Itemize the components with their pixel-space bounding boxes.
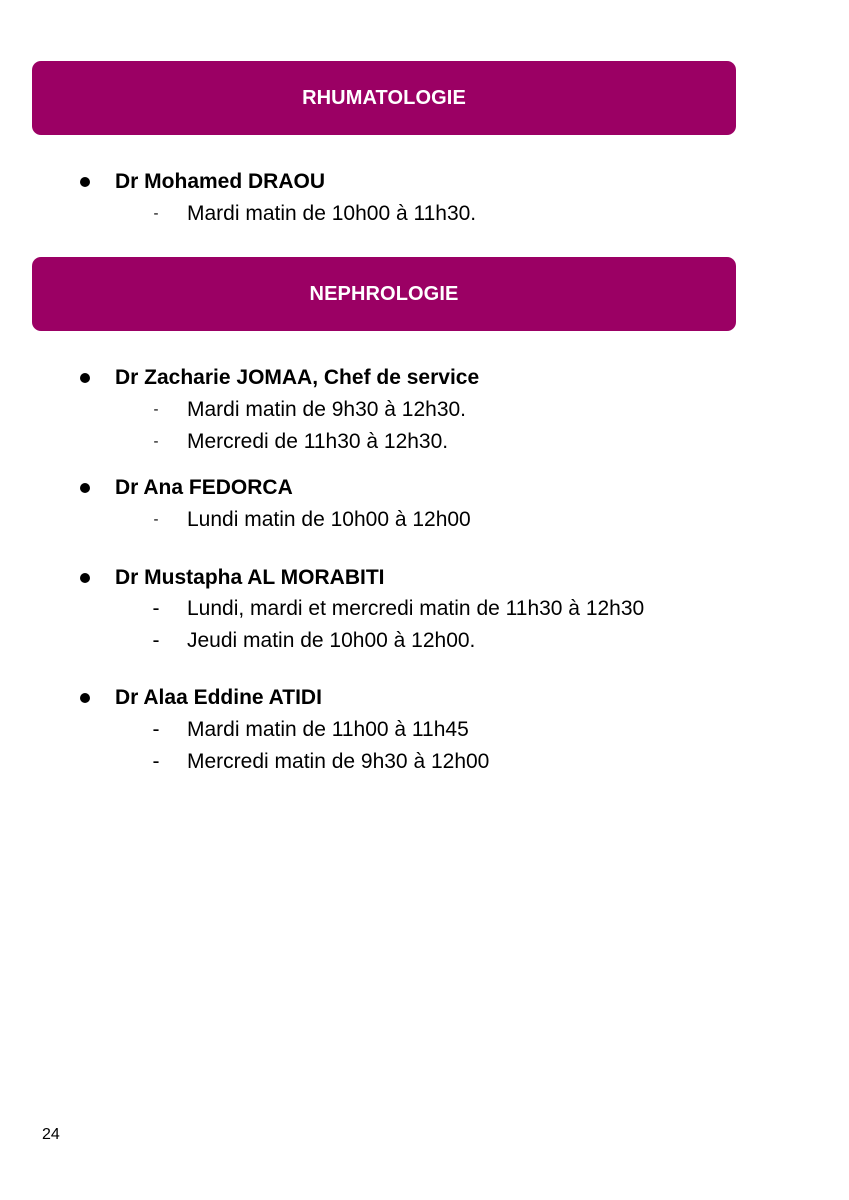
dash-icon: - bbox=[153, 205, 159, 222]
bullet-icon bbox=[80, 177, 90, 187]
dash-icon: - bbox=[152, 597, 160, 620]
schedule-text: Mardi matin de 9h30 à 12h30. bbox=[187, 398, 467, 421]
bullet-icon bbox=[80, 483, 90, 493]
schedule-text: Mercredi matin de 9h30 à 12h00 bbox=[187, 750, 490, 773]
dash-icon: - bbox=[153, 433, 159, 450]
section-header-nephrologie: NEPHROLOGIE bbox=[32, 257, 736, 331]
doctor-name: Dr Mustapha AL MORABITI bbox=[115, 566, 385, 589]
dash-icon: - bbox=[152, 629, 160, 652]
dash-icon: - bbox=[153, 511, 159, 528]
schedule-text: Mardi matin de 11h00 à 11h45 bbox=[187, 718, 469, 741]
schedule-text: Jeudi matin de 10h00 à 12h00. bbox=[187, 629, 476, 652]
dash-icon: - bbox=[152, 718, 160, 741]
schedule-text: Mardi matin de 10h00 à 11h30. bbox=[187, 202, 477, 225]
section-header-rhumatologie: RHUMATOLOGIE bbox=[32, 61, 736, 135]
dash-icon: - bbox=[153, 401, 159, 418]
bullet-icon bbox=[80, 573, 90, 583]
doctor-name: Dr Alaa Eddine ATIDI bbox=[115, 686, 322, 709]
doctor-name: Dr Mohamed DRAOU bbox=[115, 170, 326, 193]
doctor-name: Dr Zacharie JOMAA, Chef de service bbox=[115, 366, 480, 389]
schedule-text: Lundi, mardi et mercredi matin de 11h30 à 12h30 bbox=[187, 597, 645, 620]
schedule-text: Lundi matin de 10h00 à 12h00 bbox=[187, 508, 471, 531]
dash-icon: - bbox=[152, 750, 160, 773]
doctor-name: Dr Ana FEDORCA bbox=[115, 476, 293, 499]
bullet-icon bbox=[80, 373, 90, 383]
schedule-text: Mercredi de 11h30 à 12h30. bbox=[187, 430, 449, 453]
bullet-icon bbox=[80, 693, 90, 703]
page-number: 24 bbox=[42, 1126, 60, 1143]
